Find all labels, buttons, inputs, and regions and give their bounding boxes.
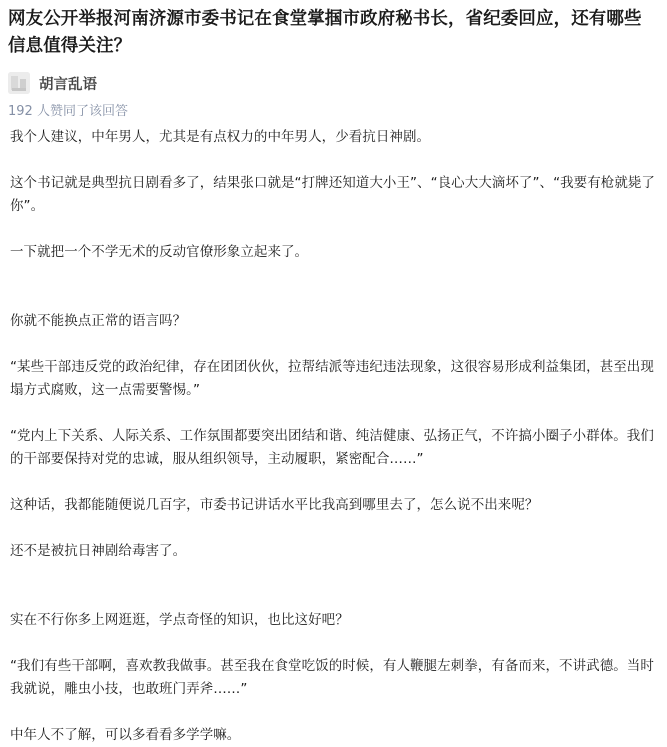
answer-paragraph: 中年人不了解，可以多看看多学学嘛。 — [10, 727, 241, 743]
paragraph-spacer — [8, 632, 659, 655]
paragraph-spacer — [8, 333, 659, 356]
answer-paragraph: 一下就把一个不学无术的反动官僚形象立起来了。 — [10, 244, 309, 260]
answer-paragraph: “某些干部违反党的政治纪律，存在团团伙伙，拉帮结派等违纪违法现象，这很容易形成利益集团，甚至出现塌方式腐败，这一点需要警惕。” — [10, 359, 654, 398]
paragraph-spacer — [8, 517, 659, 540]
author-info — [8, 71, 659, 95]
avatar[interactable] — [8, 72, 30, 94]
paragraph-spacer — [8, 471, 659, 494]
answer-paragraph: 实在不行你多上网逛逛，学点奇怪的知识，也比这好吧？ — [10, 612, 349, 628]
answer-paragraph: 这种话，我都能随便说几百字，市委书记讲话水平比我高到哪里去了，怎么说不出来呢？ — [10, 497, 539, 513]
author-name[interactable]: 胡言乱语 — [39, 76, 97, 93]
answer-paragraph: 这个书记就是典型抗日剧看多了，结果张口就是“打牌还知道大小王”、“良心大大滴坏了”、“我要有枪就毙了你”。 — [10, 175, 655, 214]
paragraph-spacer — [8, 563, 659, 609]
paragraph-spacer — [8, 149, 659, 172]
answer-paragraph: 我个人建议，中年男人，尤其是有点权力的中年男人，少看抗日神剧。 — [10, 129, 431, 145]
paragraph-spacer — [8, 264, 659, 310]
paragraph-spacer — [8, 218, 659, 241]
question-title[interactable]: 网友公开举报河南济源市委书记在食堂掌掴市政府秘书长，省纪委回应，还有哪些信息值得关注？ — [8, 9, 642, 56]
answer-paragraph: 你就不能换点正常的语言吗？ — [10, 313, 187, 329]
answer-paragraph: “我们有些干部啊，喜欢教我做事。甚至我在食堂吃饭的时候，有人鞭腿左刺拳，有备而来，不讲武德。当时我就说，雕虫小技，也敢班门弄斧……” — [10, 658, 654, 697]
avatar-image-icon — [8, 72, 30, 94]
paragraph-spacer — [8, 402, 659, 425]
answer-paragraph: “党内上下关系、人际关系、工作氛围都要突出团结和谐、纯洁健康、弘扬正气，不许搞小圈子小群体。我们的干部要保持对党的忠诚，服从组织领导，主动履职，紧密配合……” — [10, 428, 654, 467]
vote-count: 192 人赞同了该回答 — [8, 104, 128, 119]
paragraph-spacer — [8, 701, 659, 724]
answer-content — [8, 126, 659, 747]
answer-paragraph: 还不是被抗日神剧给毒害了。 — [10, 543, 187, 559]
